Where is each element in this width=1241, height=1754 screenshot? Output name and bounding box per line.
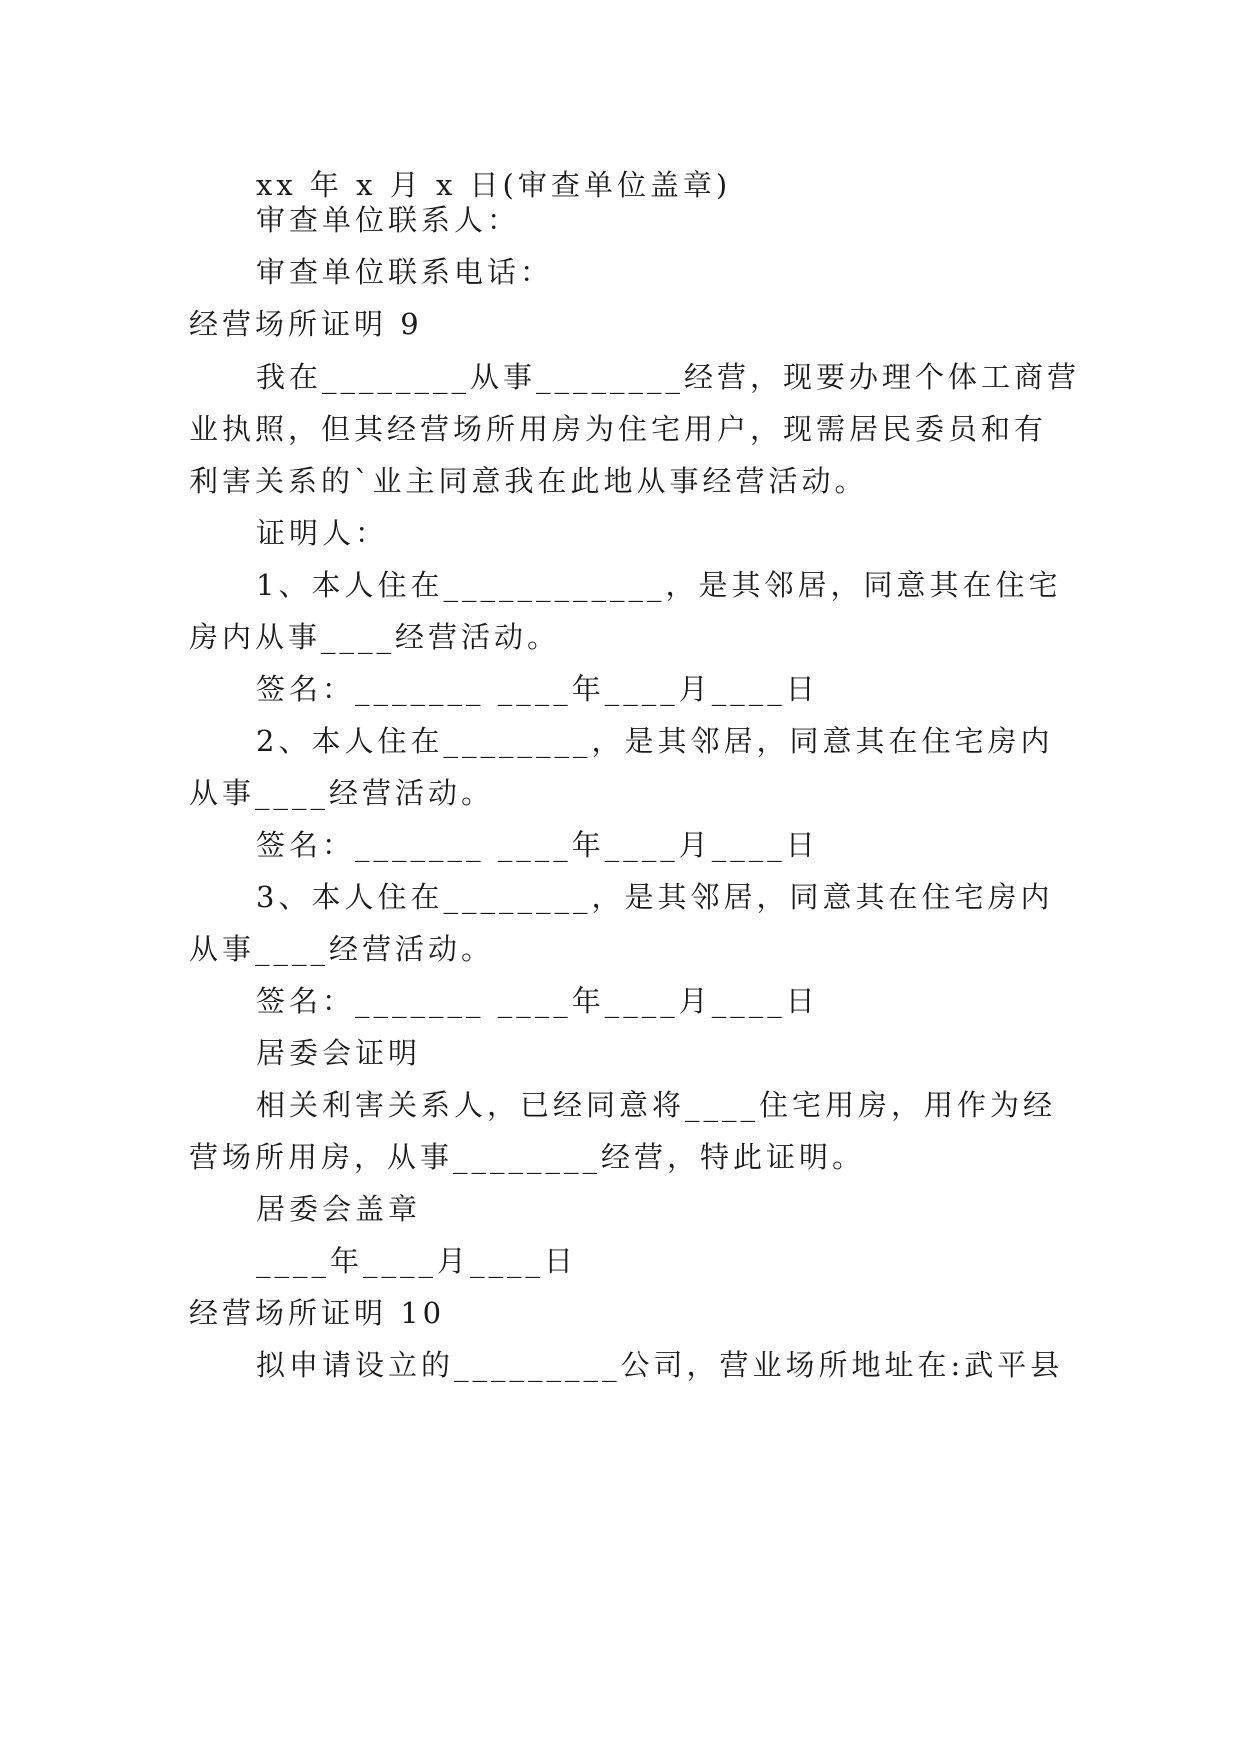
paragraph-line: 我在________从事________经营，现要办理个体工商营 <box>256 360 1081 394</box>
witness-3-line: 3、本人住在________，是其邻居，同意其在住宅房内 <box>256 880 1054 914</box>
witness-1-line: 1、本人住在____________，是其邻居，同意其在住宅 <box>256 568 1062 602</box>
committee-paragraph-line: 相关利害关系人，已经同意将____住宅用房，用作为经 <box>256 1088 1057 1122</box>
signature-line-2: 签名：_______ ____年____月____日 <box>256 828 819 862</box>
review-date-stamp-line: xx 年 x 月 x 日(审查单位盖章) <box>256 168 732 202</box>
signature-line-1: 签名：_______ ____年____月____日 <box>256 672 819 706</box>
signature-line-3: 签名：_______ ____年____月____日 <box>256 984 819 1018</box>
committee-date-line: ____年____月____日 <box>256 1244 578 1278</box>
section-heading-10: 经营场所证明 10 <box>189 1296 446 1330</box>
committee-heading: 居委会证明 <box>256 1036 422 1070</box>
witness-2-line: 2、本人住在________，是其邻居，同意其在住宅房内 <box>256 724 1054 758</box>
witness-3-line-cont: 从事____经营活动。 <box>189 932 495 966</box>
review-contact-person-line: 审查单位联系人： <box>256 203 521 237</box>
witness-label: 证明人： <box>256 516 389 550</box>
witness-2-line-cont: 从事____经营活动。 <box>189 776 495 810</box>
paragraph-line: 拟申请设立的_________公司，营业场所地址在:武平县 <box>256 1348 1064 1382</box>
witness-1-line-cont: 房内从事____经营活动。 <box>189 620 561 654</box>
section-heading-9: 经营场所证明 9 <box>189 307 423 341</box>
committee-seal-label: 居委会盖章 <box>256 1192 422 1226</box>
committee-paragraph-line-cont: 营场所用房，从事________经营，特此证明。 <box>189 1140 866 1174</box>
paragraph-line: 业执照，但其经营场所用房为住宅用户，现需居民委员和有 <box>189 412 1048 446</box>
review-contact-phone-line: 审查单位联系电话： <box>256 255 554 289</box>
paragraph-line: 利害关系的`业主同意我在此地从事经营活动。 <box>189 464 868 498</box>
